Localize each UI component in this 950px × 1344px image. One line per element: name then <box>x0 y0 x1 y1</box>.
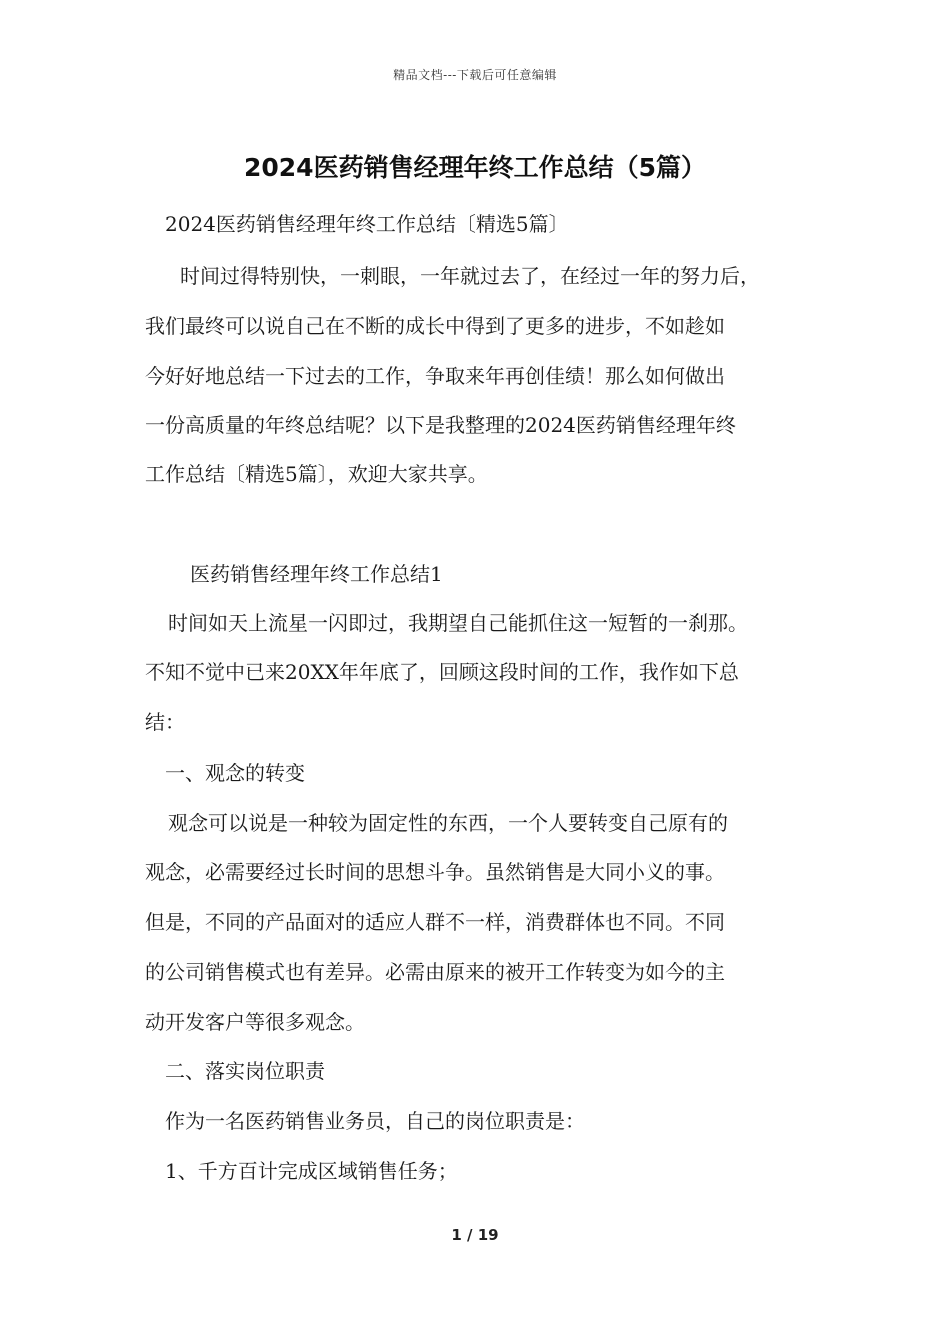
document-title: 2024医药销售经理年终工作总结（5篇） <box>244 153 706 182</box>
paragraph-line: 一份高质量的年终总结呢？以下是我整理的2024医药销售经理年终 <box>145 413 736 437</box>
subtitle-line: 2024医药销售经理年终工作总结〔精选5篇〕 <box>165 212 569 236</box>
header-note: 精品文档---下载后可任意编辑 <box>393 68 557 82</box>
paragraph-line: 作为一名医药销售业务员，自己的岗位职责是： <box>165 1109 585 1133</box>
paragraph-line: 不知不觉中已来20XX年年底了，回顾这段时间的工作，我作如下总 <box>145 660 739 684</box>
list-item: 1、千方百计完成区域销售任务； <box>165 1159 458 1183</box>
section-heading: 医药销售经理年终工作总结1 <box>190 562 443 586</box>
paragraph-line: 动开发客户等很多观念。 <box>145 1010 365 1034</box>
paragraph-line: 我们最终可以说自己在不断的成长中得到了更多的进步，不如趁如 <box>145 314 725 338</box>
paragraph-line: 观念，必需要经过长时间的思想斗争。虽然销售是大同小义的事。 <box>145 860 725 884</box>
paragraph-line: 但是，不同的产品面对的适应人群不一样，消费群体也不同。不同 <box>145 910 725 934</box>
paragraph-line: 观念可以说是一种较为固定性的东西，一个人要转变自己原有的 <box>168 811 728 835</box>
paragraph-line: 时间如天上流星一闪即过，我期望自己能抓住这一短暂的一刹那。 <box>168 611 748 635</box>
paragraph-line: 的公司销售模式也有差异。必需由原来的被开工作转变为如今的主 <box>145 960 725 984</box>
paragraph-line: 时间过得特别快，一刺眼，一年就过去了，在经过一年的努力后， <box>180 264 760 288</box>
subsection-heading: 一、观念的转变 <box>165 761 305 785</box>
paragraph-line: 结： <box>145 710 185 734</box>
page-indicator: 1 / 19 <box>451 1226 499 1244</box>
paragraph-line: 今好好地总结一下过去的工作，争取来年再创佳绩！那么如何做出 <box>145 364 725 388</box>
paragraph-line: 工作总结〔精选5篇〕，欢迎大家共享。 <box>145 462 488 486</box>
subsection-heading: 二、落实岗位职责 <box>165 1059 325 1083</box>
